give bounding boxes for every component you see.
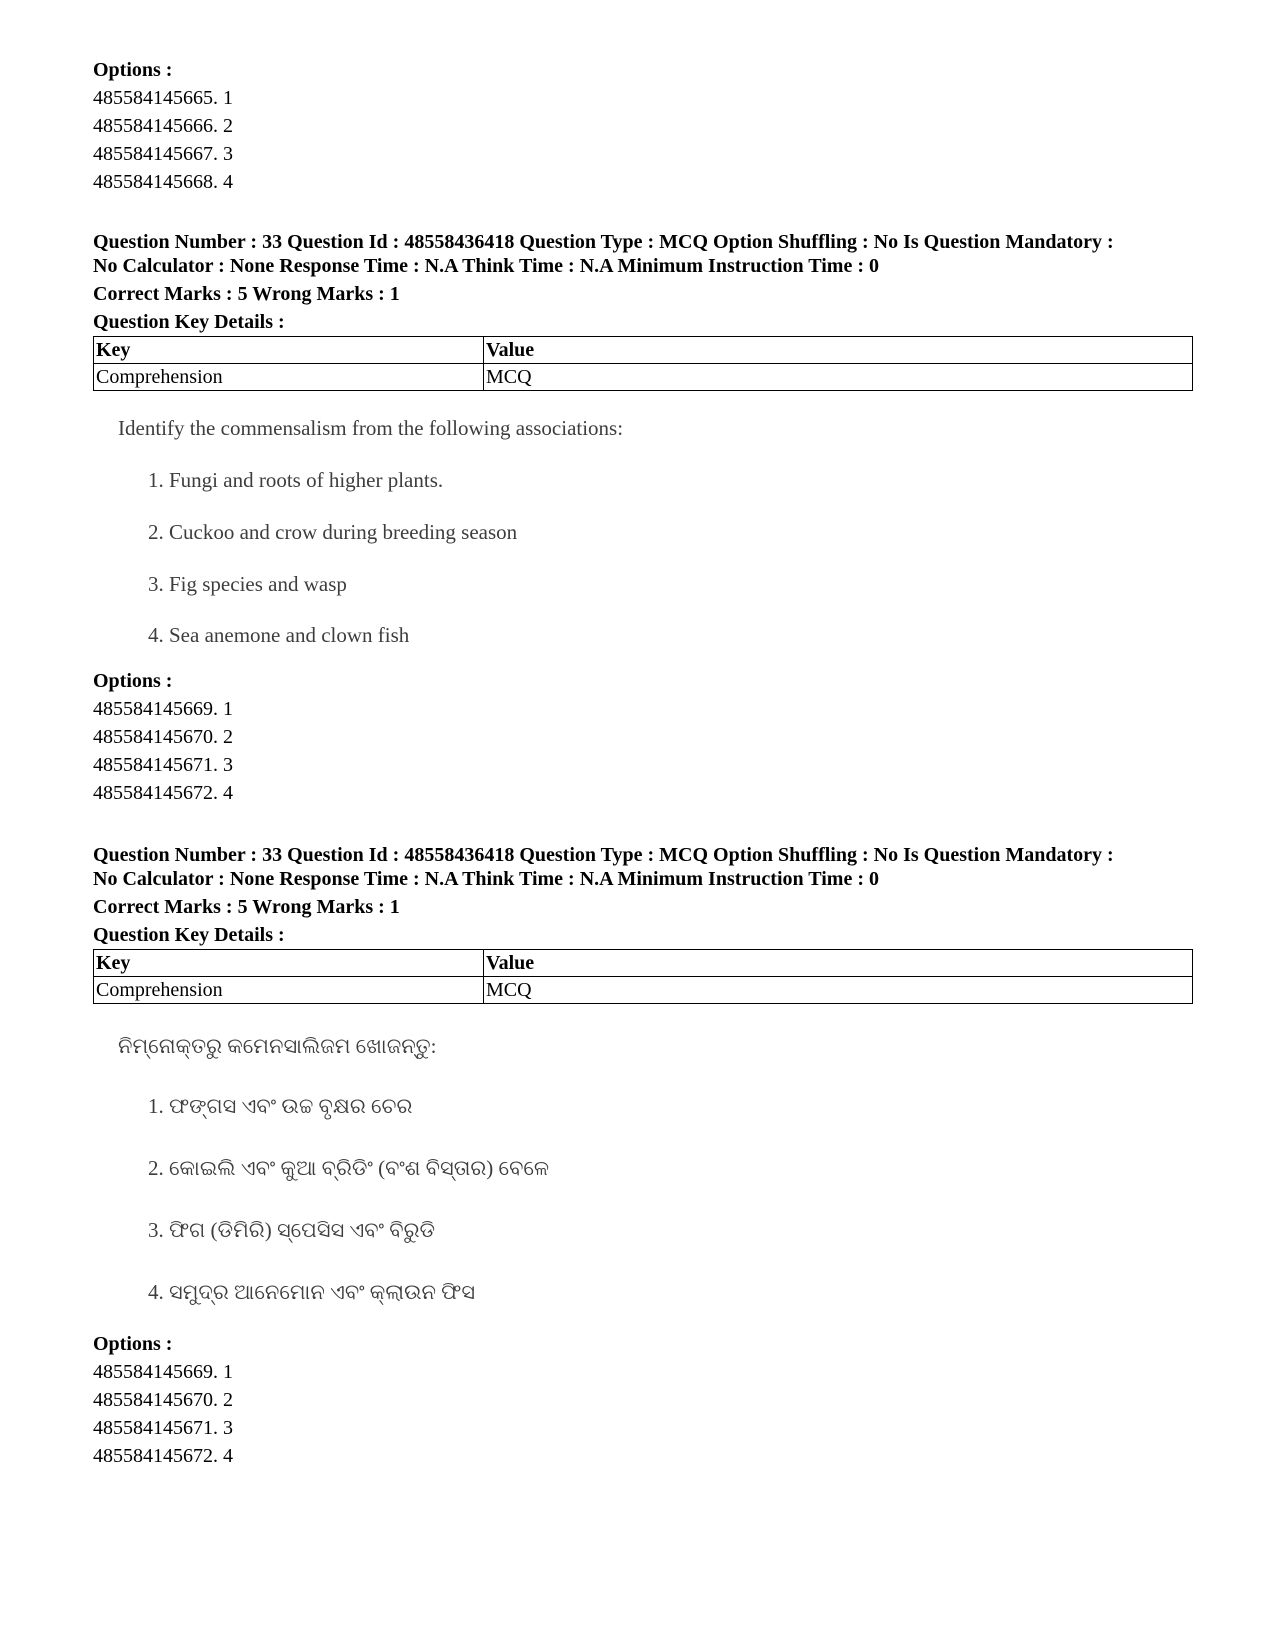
question-options-english xyxy=(93,667,1193,807)
question-statement: 1. Fungi and roots of higher plants. xyxy=(148,468,444,492)
question-prompt: Identify the commensalism from the following associations: xyxy=(118,416,624,440)
question-prompt: ନିମ୍ନୋକ୍ତରୁ କମେନସାଲିଜମ ଖୋଜନ୍ତୁ: xyxy=(118,1034,437,1058)
question-statement: 2. କୋଇଲି ଏବଂ କୁଆ ବ୍ରିଡିଂ (ବଂଶ ବିସ୍ତାର) ବେଳେ xyxy=(148,1156,550,1180)
table-header-value: Value xyxy=(484,950,1193,977)
question-block-english xyxy=(93,230,1193,391)
question-statement: 4. ସମୁଦ୍ର ଆନେମୋନ ଏବଂ କ୍ଲାଉନ ଫିସ xyxy=(148,1280,476,1304)
question-block-odia xyxy=(93,843,1193,1004)
table-header-key: Key xyxy=(94,337,484,364)
question-key-details-label: Question Key Details : xyxy=(93,311,285,333)
options-heading: Options : xyxy=(93,59,173,81)
option-item: 485584145671. 3 xyxy=(93,1417,233,1439)
option-item: 485584145672. 4 xyxy=(93,1445,233,1467)
table-header-row xyxy=(94,337,1193,364)
option-item: 485584145672. 4 xyxy=(93,782,233,804)
question-header-line-1: Question Number : 33 Question Id : 48558436418 Question Type : MCQ Option Shuffling : No Is Question Mandatory : xyxy=(93,844,1114,866)
question-marks: Correct Marks : 5 Wrong Marks : 1 xyxy=(93,283,400,305)
question-key-details-label: Question Key Details : xyxy=(93,924,285,946)
question-statement: 1. ଫଙ୍ଗସ ଏବଂ ଉଚ୍ଚ ବୃକ୍ଷର ଚେର xyxy=(148,1094,413,1118)
question-options-odia xyxy=(93,1330,1193,1470)
options-heading: Options : xyxy=(93,670,173,692)
question-statement: 3. Fig species and wasp xyxy=(148,572,347,596)
table-row xyxy=(94,364,1193,391)
question-statement: 2. Cuckoo and crow during breeding season xyxy=(148,520,518,544)
option-item: 485584145671. 3 xyxy=(93,754,233,776)
question-marks: Correct Marks : 5 Wrong Marks : 1 xyxy=(93,896,400,918)
table-header-value: Value xyxy=(484,337,1193,364)
option-item: 485584145669. 1 xyxy=(93,1361,233,1383)
table-header-key: Key xyxy=(94,950,484,977)
option-item: 485584145666. 2 xyxy=(93,115,233,137)
question-image-odia xyxy=(118,1032,818,1322)
question-key-table xyxy=(93,949,1193,1004)
question-header-line-2: No Calculator : None Response Time : N.A Think Time : N.A Minimum Instruction Time : 0 xyxy=(93,868,879,890)
question-header-line-1: Question Number : 33 Question Id : 48558436418 Question Type : MCQ Option Shuffling : No Is Question Mandatory : xyxy=(93,231,1114,253)
option-item: 485584145669. 1 xyxy=(93,698,233,720)
question-header-line-2: No Calculator : None Response Time : N.A Think Time : N.A Minimum Instruction Time : 0 xyxy=(93,255,879,277)
table-cell-key: Comprehension xyxy=(94,364,484,391)
question-statement: 4. Sea anemone and clown fish xyxy=(148,623,410,647)
option-item: 485584145670. 2 xyxy=(93,726,233,748)
table-cell-value: MCQ xyxy=(484,364,1193,391)
question-image-english xyxy=(118,414,818,664)
table-cell-key: Comprehension xyxy=(94,977,484,1004)
table-cell-value: MCQ xyxy=(484,977,1193,1004)
option-item: 485584145670. 2 xyxy=(93,1389,233,1411)
question-statement: 3. ଫିଗ (ଡିମିରି) ସ୍ପେସିସ ଏବଂ ବିରୁଡି xyxy=(148,1218,436,1242)
top-options-section xyxy=(93,56,1193,196)
option-item: 485584145665. 1 xyxy=(93,87,233,109)
options-heading: Options : xyxy=(93,1333,173,1355)
option-item: 485584145667. 3 xyxy=(93,143,233,165)
table-row xyxy=(94,977,1193,1004)
question-key-table xyxy=(93,336,1193,391)
table-header-row xyxy=(94,950,1193,977)
option-item: 485584145668. 4 xyxy=(93,171,233,193)
